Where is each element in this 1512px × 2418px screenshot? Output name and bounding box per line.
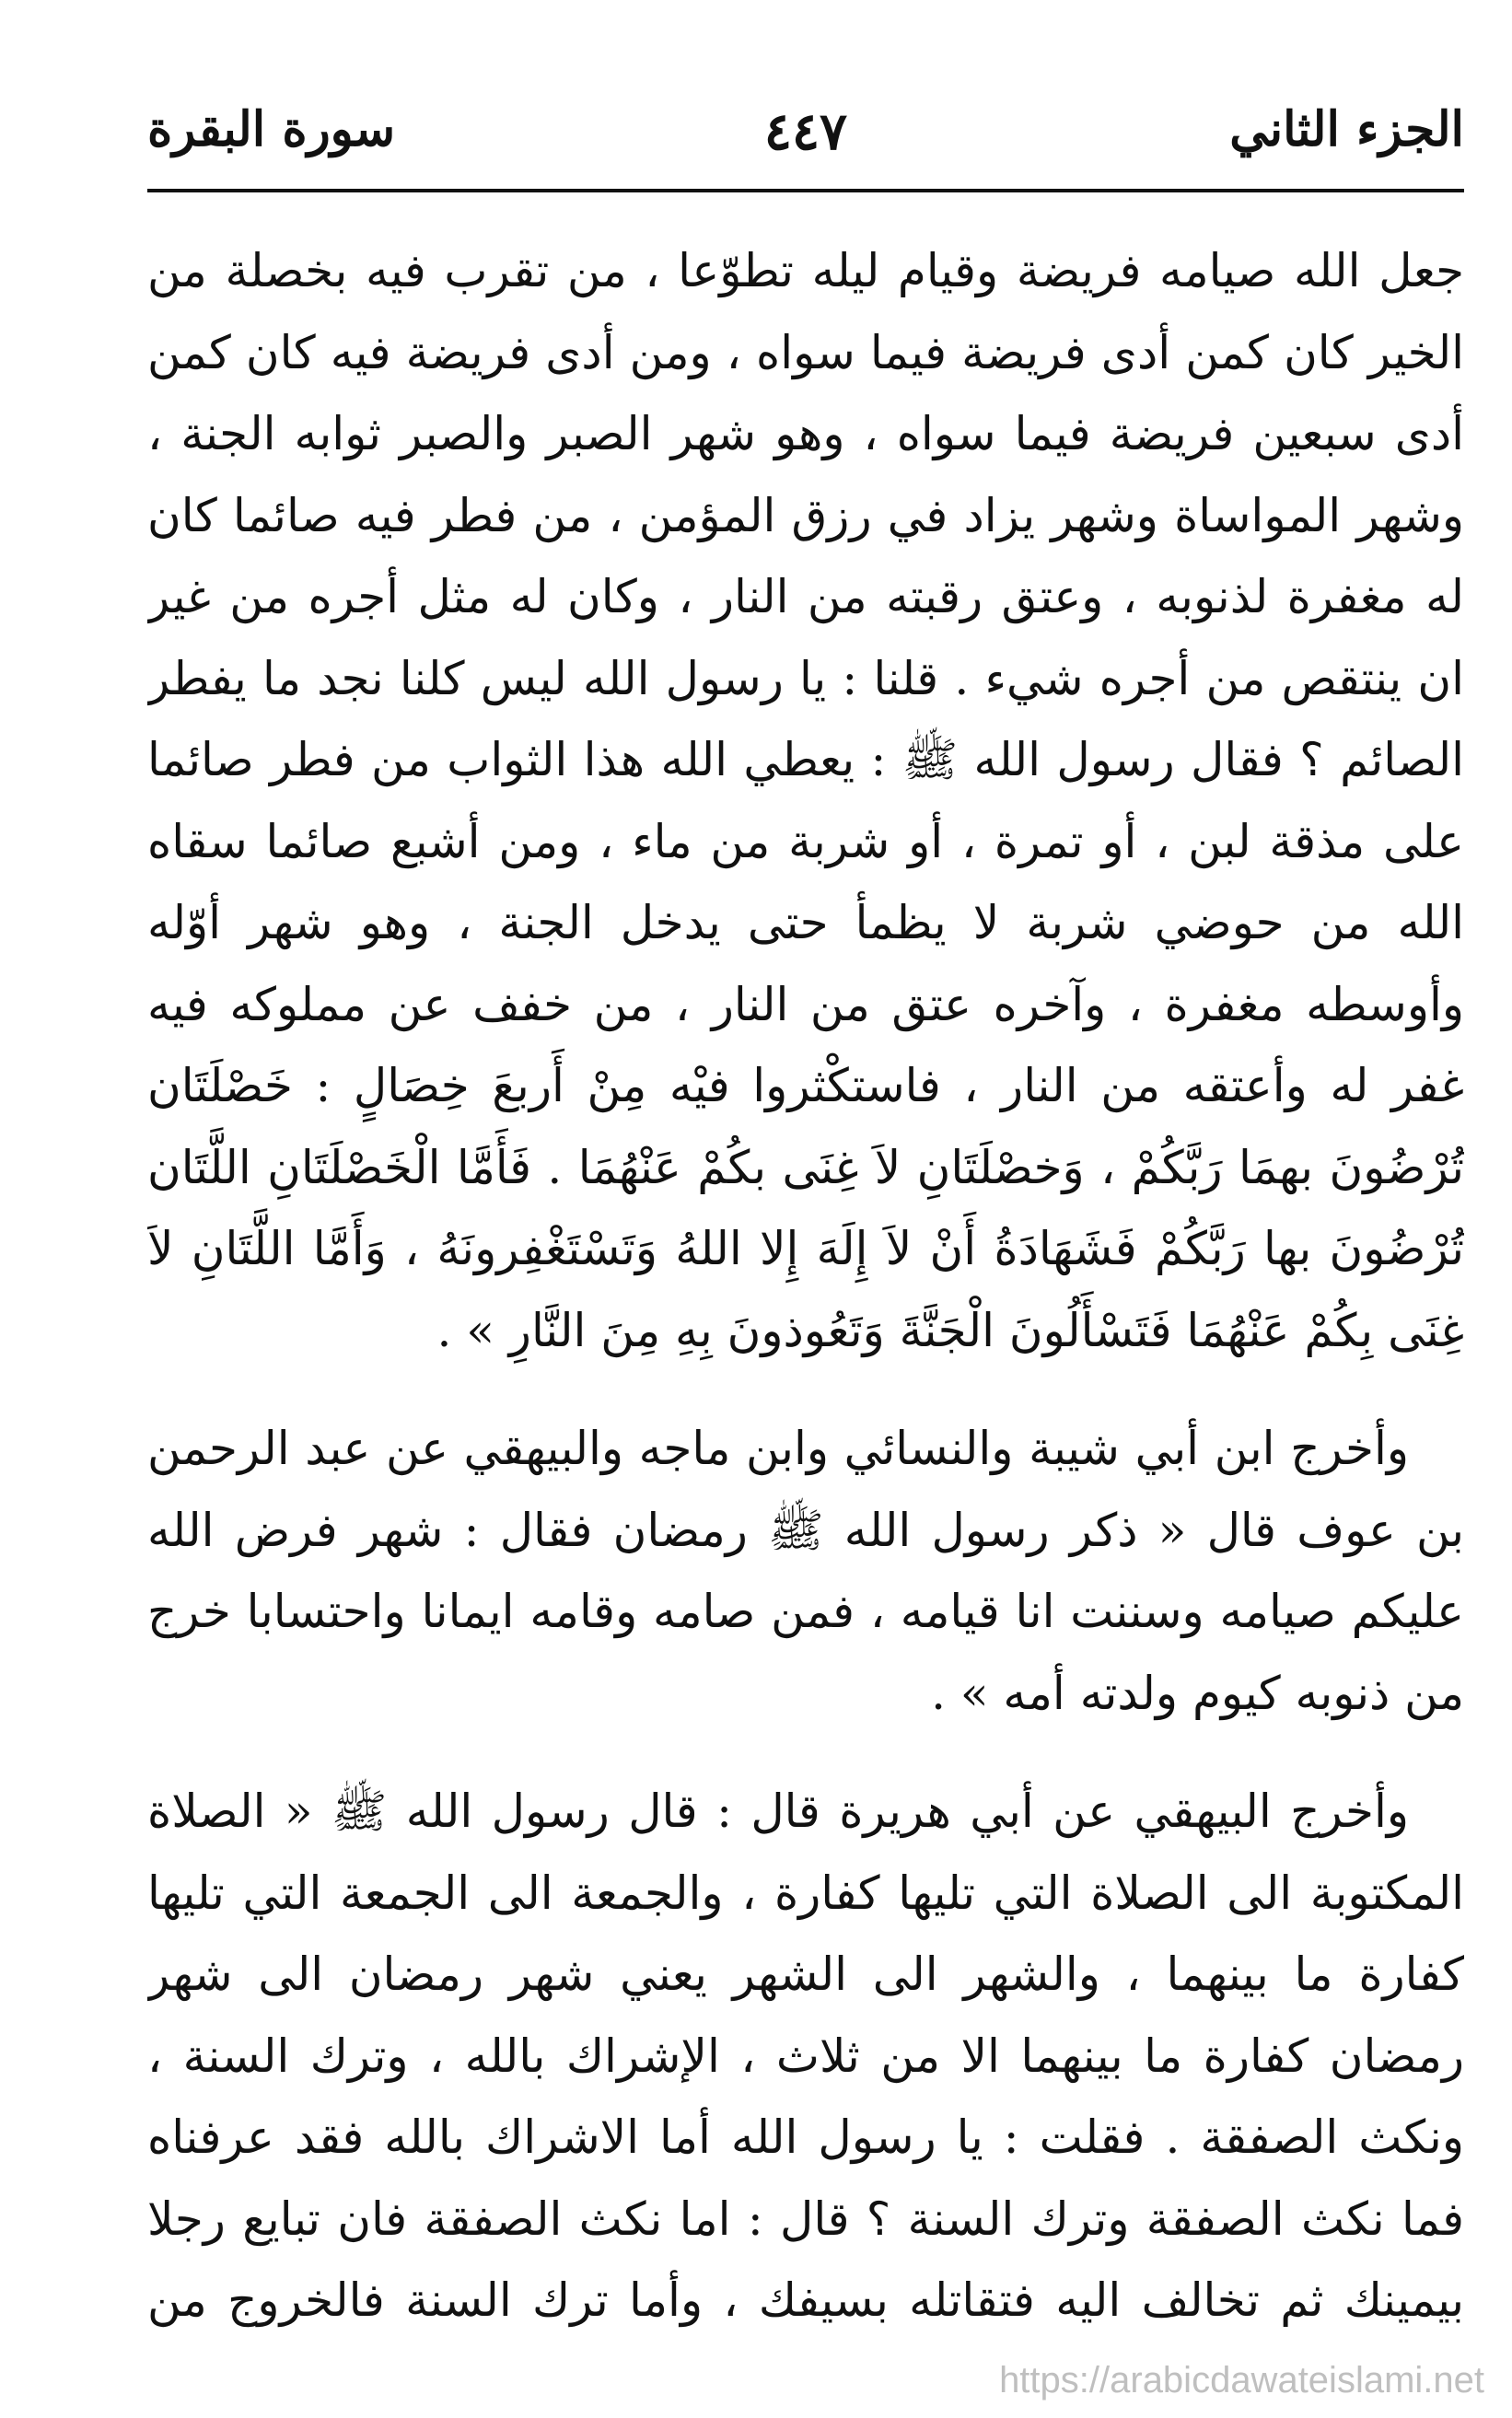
page-number: ٤٤٧	[763, 101, 848, 162]
watermark-url: https://arabicdawateislami.net	[999, 2360, 1484, 2401]
header-rule	[147, 189, 1464, 192]
juz-title: الجزء الثاني	[1229, 101, 1464, 157]
page-body	[147, 230, 1464, 2339]
paragraph-2: وأخرج ابن أبي شيبة والنسائي وابن ماجه والبيهقي عن عبد الرحمن بن عوف قال « ذكر رسول الله ﷺ رمضان فقال : شهر فرض الله عليكم صيامه وسننت انا قيامه ، فمن صامه وقامه ايمانا واحتسابا خرج من ذنوبه كيوم ولدته أمه » .	[147, 1422, 1464, 1720]
page-header	[147, 92, 1464, 175]
surah-title: سورة البقرة	[147, 101, 396, 157]
paragraph-1: جعل الله صيامه فريضة وقيام ليله تطوّعا ، من تقرب فيه بخصلة من الخير كان كمن أدى فريضة فيما سواه ، ومن أدى فريضة فيه كان كمن أدى سبعين فريضة فيما سواه ، وهو شهر الصبر والصبر ثوابه الجنة ، وشهر المواساة وشهر يزاد في رزق المؤمن ، من فطر فيه صائما كان له مغفرة لذنوبه ، وعتق رقبته من النار ، وكان له مثل أجره من غير ان ينتقص من أجره شيء . قلنا : يا رسول الله ليس كلنا نجد ما يفطر الصائم ؟ فقال رسول الله ﷺ : يعطي الله هذا الثواب من فطر صائما على مذقة لبن ، أو تمرة ، أو شربة من ماء ، ومن أشبع صائما سقاه الله من حوضي شربة لا يظمأ حتى يدخل الجنة ، وهو شهر أوّله وأوسطه مغفرة ، وآخره عتق من النار ، من خفف عن مملوكه فيه غفر له وأعتقه من النار ، فاستكْثروا فيْه مِنْ أَربعَ خِصَالٍ : خَصْلَتَان تُرْضُونَ بهمَا رَبَّكُمْ ، وَخصْلَتَانِ لاَ غِنَى بكُمْ عَنْهُمَا . فَأَمَّا الْخَصْلَتَانِ اللَّتَان تُرْضُونَ بها رَبَّكُمْ فَشَهَادَةُ أَنْ لاَ إِلَهَ إِلا اللهُ وَتَسْتَغْفِرونَهُ ، وَأَمَّا اللَّتَانِ لاَ غِنَى بِكُمْ عَنْهُمَا فَتَسْأَلُونَ الْجَنَّةَ وَتَعُوذونَ بِهِ مِنَ النَّارِ » .	[147, 244, 1464, 1357]
paragraph-3: وأخرج البيهقي عن أبي هريرة قال : قال رسول الله ﷺ « الصلاة المكتوبة الى الصلاة التي تليها كفارة ، والجمعة الى الجمعة التي تليها كفارة ما بينهما ، والشهر الى الشهر يعني شهر رمضان الى شهر رمضان كفارة ما بينهما الا من ثلاث ، الإشراك بالله ، وترك السنة ، ونكث الصفقة . فقلت : يا رسول الله أما الاشراك بالله فقد عرفناه فما نكث الصفقة وترك السنة ؟ قال : اما نكث الصفقة فان تبايع رجلا بيمينك ثم تخالف اليه فتقاتله بسيفك ، وأما ترك السنة فالخروج من	[147, 1784, 1464, 2327]
